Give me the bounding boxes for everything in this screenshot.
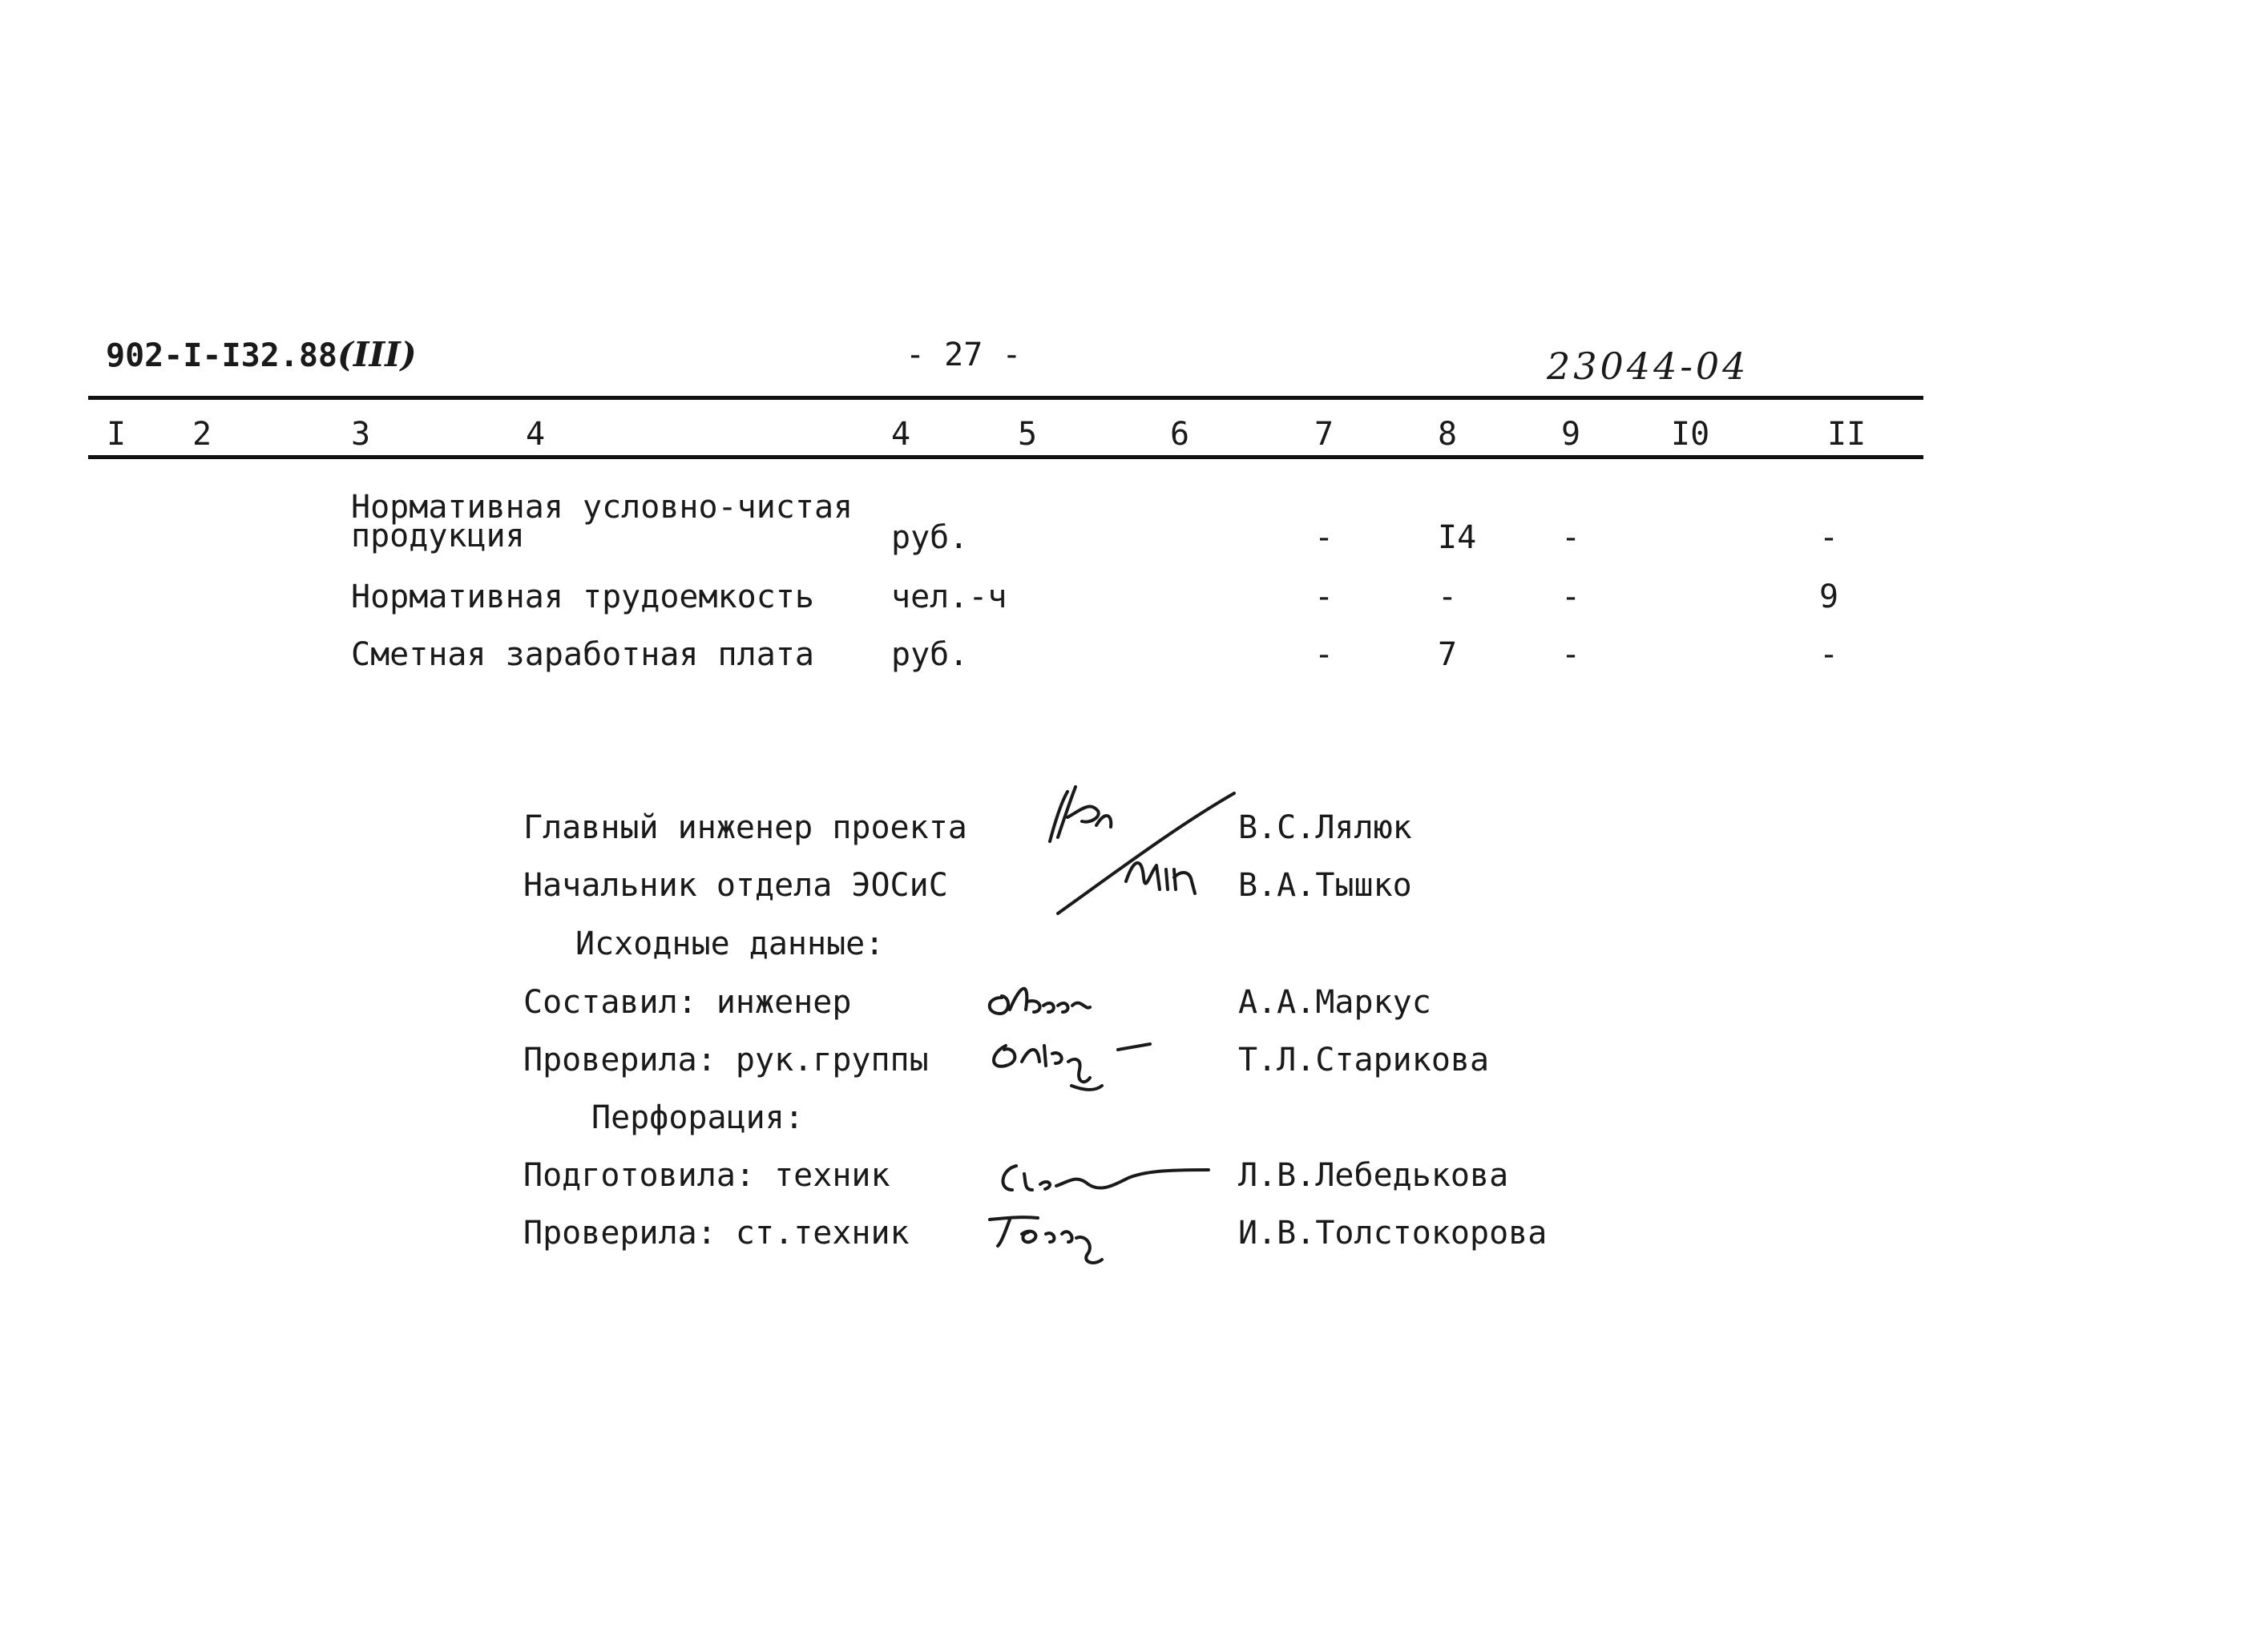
row-value-col7: -: [1314, 579, 1334, 615]
signature-name: В.А.Тышко: [1238, 867, 1412, 904]
column-header: 2: [192, 416, 212, 453]
row-unit: руб.: [891, 519, 969, 556]
table-header-rule: [88, 455, 1923, 459]
signature-name: Т.Л.Старикова: [1238, 1042, 1490, 1079]
table-top-rule: [88, 396, 1923, 400]
section-heading: Перфорация:: [591, 1099, 804, 1136]
column-header: 4: [526, 416, 546, 453]
column-header: II: [1827, 416, 1866, 453]
row-value-col11: -: [1819, 519, 1839, 556]
column-header: 5: [1018, 416, 1038, 453]
signature-role: Главный инженер проекта: [523, 809, 967, 846]
column-header: 4: [891, 416, 911, 453]
signature-name: И.В.Толстокорова: [1238, 1215, 1548, 1252]
column-header: 7: [1314, 416, 1334, 453]
row-value-col8: I4: [1438, 519, 1477, 556]
signature-name: В.С.Лялюк: [1238, 809, 1412, 846]
row-value-col11: -: [1819, 636, 1839, 673]
row-value-col9: -: [1561, 636, 1581, 673]
column-header: 6: [1170, 416, 1190, 453]
row-value-col11: 9: [1819, 579, 1839, 615]
document-code: [106, 335, 417, 374]
row-value-col7: -: [1314, 519, 1334, 556]
row-name-continued: продукция: [351, 518, 525, 554]
signature-name: А.А.Маркус: [1238, 984, 1431, 1021]
signature-role: Подготовила: техник: [523, 1157, 890, 1194]
column-header: 3: [351, 416, 371, 453]
section-heading: Исходные данные:: [575, 925, 885, 962]
row-value-col7: -: [1314, 636, 1334, 673]
row-value-col9: -: [1561, 519, 1581, 556]
signature-role: Составил: инженер: [523, 984, 852, 1021]
row-unit: чел.-ч: [891, 579, 1007, 615]
row-value-col9: -: [1561, 579, 1581, 615]
column-header: I0: [1671, 416, 1710, 453]
signature-scribble-compiler: [978, 974, 1154, 1022]
row-name: Нормативная трудоемкость: [351, 579, 814, 615]
row-name: Нормативная условно-чистая: [351, 489, 854, 526]
document-code-suffix: (III): [337, 335, 417, 374]
signature-scribble-dept-head: [1118, 849, 1214, 905]
row-value-col8: -: [1438, 579, 1458, 615]
document-code-text: 902-I-I32.88: [106, 337, 337, 374]
column-header: 9: [1561, 416, 1581, 453]
inventory-number: 23044-04: [1547, 345, 1749, 388]
page-number: - 27 -: [906, 337, 1022, 373]
row-unit: руб.: [891, 636, 969, 673]
signature-role: Начальник отдела ЭОСиС: [523, 867, 948, 904]
row-value-col8: 7: [1438, 636, 1458, 673]
column-header: 8: [1438, 416, 1458, 453]
signature-scribble-senior-technician: [982, 1202, 1158, 1282]
signature-scribble-group-head: [982, 1030, 1214, 1102]
row-name: Сметная заработная плата: [351, 636, 814, 673]
signature-scribble-technician: [992, 1154, 1217, 1202]
signature-role: Проверила: рук.группы: [523, 1042, 929, 1079]
column-header: I: [107, 416, 127, 453]
signature-role: Проверила: ст.техник: [523, 1215, 910, 1252]
signature-name: Л.В.Лебедькова: [1238, 1157, 1509, 1194]
